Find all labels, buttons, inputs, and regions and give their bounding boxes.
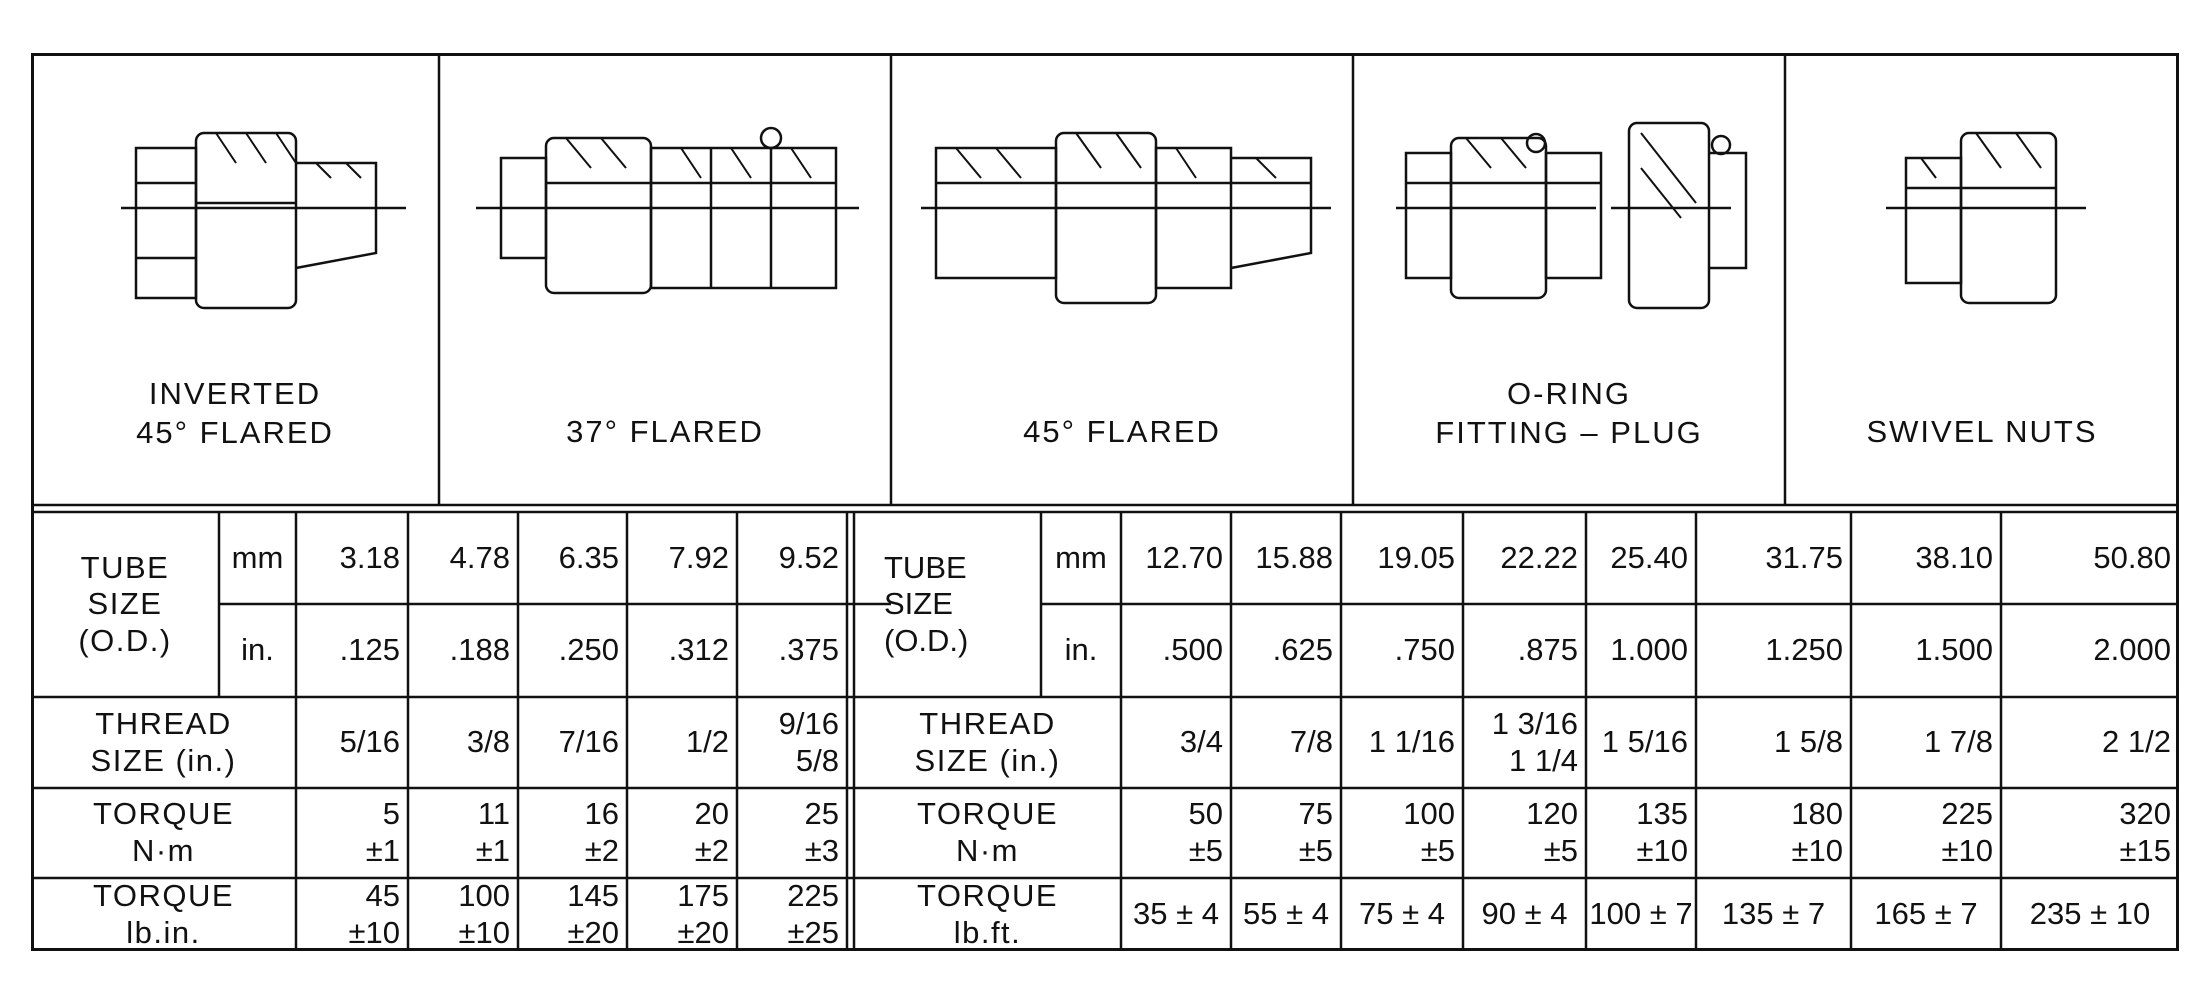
- fitting-caption-o-ring: O-RING FITTING – PLUG: [1435, 376, 1703, 450]
- right-cell-in: .500: [1162, 632, 1223, 668]
- left-cell-nm: 5 ±1: [365, 796, 400, 868]
- left-cell-mm: 7.92: [668, 539, 729, 575]
- left-cell-in: .125: [339, 632, 400, 668]
- right-cell-mm: 25.40: [1610, 539, 1688, 575]
- right-cell-lb: 75 ± 4: [1359, 896, 1445, 932]
- right-cell-in: .750: [1394, 632, 1455, 668]
- right-cell-mm: 19.05: [1377, 539, 1455, 575]
- right-cell-mm: 31.75: [1765, 539, 1843, 575]
- fitting-caption-45-flared: 45° FLARED: [1023, 414, 1221, 449]
- left-mm-label: mm: [231, 539, 284, 575]
- left-cell-thread: 1/2: [685, 724, 729, 760]
- right-cell-lb: 235 ± 10: [2029, 896, 2151, 932]
- right-cell-nm: 100 ±5: [1403, 796, 1455, 868]
- right-cell-thread: 2 1/2: [2102, 724, 2171, 760]
- right-cell-lb: 90 ± 4: [1481, 896, 1568, 932]
- left-cell-lb: 225 ±25: [787, 877, 839, 950]
- left-cell-nm: 16 ±2: [584, 796, 619, 868]
- left-cell-nm: 11 ±1: [475, 796, 510, 868]
- fitting-caption-swivel-nuts: SWIVEL NUTS: [1866, 414, 2098, 449]
- left-cell-lb: 100 ±10: [458, 877, 510, 950]
- left-cell-thread: 9/16 5/8: [778, 705, 839, 778]
- right-cell-in: 2.000: [2093, 632, 2171, 668]
- left-thread-label: THREAD SIZE (in.): [90, 705, 237, 778]
- right-torque-lbft-label: TORQUE lb.ft.: [916, 877, 1059, 950]
- right-cell-nm: 320 ±15: [2119, 796, 2171, 868]
- right-cell-nm: 50 ±5: [1188, 796, 1223, 868]
- left-tube-size-label: TUBE SIZE (O.D.): [78, 549, 172, 658]
- left-cell-thread: 5/16: [339, 724, 400, 760]
- left-cell-in: .312: [668, 632, 729, 668]
- right-cell-lb: 135 ± 7: [1721, 896, 1826, 932]
- left-torque-nm-label: TORQUE N·m: [92, 796, 235, 868]
- right-cell-in: 1.250: [1765, 632, 1843, 668]
- right-cell-lb: 35 ± 4: [1133, 896, 1219, 932]
- right-cell-nm: 135 ±10: [1636, 796, 1688, 868]
- right-cell-in: 1.000: [1610, 632, 1688, 668]
- right-cell-thread: 1 1/16: [1368, 724, 1455, 760]
- left-torque-lbin-label: TORQUE lb.in.: [92, 877, 235, 950]
- fitting-caption-inverted-45: INVERTED 45° FLARED: [136, 376, 334, 450]
- 37-flared-fitting-icon: [476, 128, 859, 293]
- right-in-label: in.: [1064, 632, 1098, 668]
- right-cell-thread: 1 5/8: [1774, 724, 1843, 760]
- fitting-caption-37-flared: 37° FLARED: [566, 414, 764, 449]
- right-cell-in: .625: [1272, 632, 1333, 668]
- right-cell-nm: 120 ±5: [1526, 796, 1578, 868]
- left-cell-lb: 45 ±10: [348, 877, 400, 950]
- left-cell-in: .375: [778, 632, 839, 668]
- left-cell-thread: 7/16: [558, 724, 619, 760]
- right-cell-lb: 100 ± 7: [1589, 896, 1693, 932]
- right-cell-thread: 3/4: [1179, 724, 1223, 760]
- left-cell-in: .188: [449, 632, 510, 668]
- torque-chart: [31, 53, 2179, 951]
- right-cell-mm: 50.80: [2093, 539, 2171, 575]
- left-cell-nm: 25 ±3: [804, 796, 839, 868]
- 45-flared-fitting-icon: [921, 133, 1331, 303]
- right-cell-thread: 7/8: [1289, 724, 1333, 760]
- right-thread-label: THREAD SIZE (in.): [914, 705, 1061, 778]
- left-cell-mm: 9.52: [778, 539, 839, 575]
- left-cell-mm: 3.18: [339, 539, 400, 575]
- left-cell-mm: 4.78: [449, 539, 510, 575]
- right-cell-nm: 225 ±10: [1941, 796, 1993, 868]
- left-cell-in: .250: [558, 632, 619, 668]
- right-cell-mm: 15.88: [1255, 539, 1333, 575]
- inverted-45-flared-fitting-icon: [121, 133, 406, 308]
- left-cell-lb: 145 ±20: [567, 877, 619, 950]
- right-tube-size-label: TUBE SIZE (O.D.): [884, 549, 969, 658]
- right-cell-lb: 165 ± 7: [1874, 896, 1978, 932]
- right-cell-thread: 1 7/8: [1924, 724, 1993, 760]
- right-cell-nm: 180 ±10: [1791, 796, 1843, 868]
- left-in-label: in.: [241, 632, 274, 668]
- right-cell-mm: 38.10: [1915, 539, 1993, 575]
- right-cell-lb: 55 ± 4: [1243, 896, 1329, 932]
- right-cell-nm: 75 ±5: [1298, 796, 1333, 868]
- right-cell-thread: 1 3/16 1 1/4: [1491, 705, 1578, 778]
- right-cell-mm: 22.22: [1500, 539, 1578, 575]
- right-torque-nm-label: TORQUE N·m: [916, 796, 1059, 868]
- right-mm-label: mm: [1055, 539, 1107, 575]
- swivel-nut-icon: [1886, 133, 2086, 303]
- left-cell-thread: 3/8: [466, 724, 510, 760]
- left-cell-lb: 175 ±20: [677, 877, 729, 950]
- o-ring-fitting-plug-icon: [1396, 123, 1746, 308]
- right-cell-in: .875: [1517, 632, 1578, 668]
- left-cell-mm: 6.35: [558, 539, 619, 575]
- right-cell-mm: 12.70: [1145, 539, 1223, 575]
- left-cell-nm: 20 ±2: [694, 796, 729, 868]
- right-cell-in: 1.500: [1915, 632, 1993, 668]
- right-cell-thread: 1 5/16: [1601, 724, 1688, 760]
